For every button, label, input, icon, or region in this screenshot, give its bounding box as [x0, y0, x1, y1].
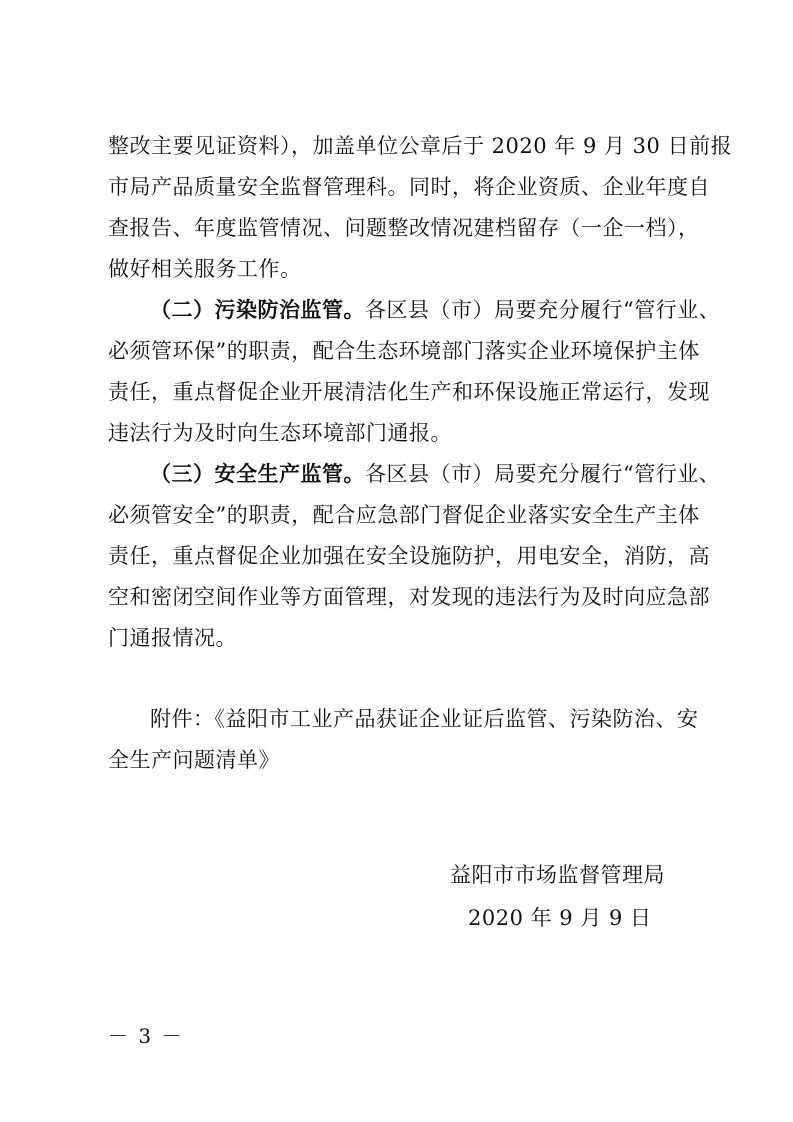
paragraph3-line: 空和密闭空间作业等方面管理，对发现的违法行为及时向应急部 — [108, 585, 710, 609]
paragraph3-line: 必须管安全”的职责，配合应急部门督促企业落实安全生产主体 — [108, 503, 700, 527]
paragraph2-line: 必须管环保”的职责，配合生态环境部门落实企业环境保护主体 — [108, 339, 700, 363]
signature-date: 2020 年 9 月 9 日 — [468, 906, 652, 930]
paragraph2-first-line — [150, 295, 721, 325]
paragraph1-line: 整改主要见证资料），加盖单位公章后于 2020 年 9 月 30 日前报 — [108, 134, 733, 158]
page-number: － 3 － — [108, 1024, 184, 1048]
signature-organization: 益阳市市场监督管理局 — [450, 863, 665, 887]
paragraph1-line: 做好相关服务工作。 — [108, 257, 302, 281]
paragraph2-heading: （二）污染防治监管。 — [150, 297, 365, 322]
attachment-line: 全生产问题清单》 — [108, 748, 280, 772]
paragraph3-heading: （三）安全生产监管。 — [150, 461, 365, 486]
paragraph2-line: 责任，重点督促企业开展清洁化生产和环保设施正常运行，发现 — [108, 380, 710, 404]
paragraph1-line: 市局产品质量安全监督管理科。同时，将企业资质、企业年度自 — [108, 175, 710, 199]
paragraph2-first-line-text: 各区县（市）局要充分履行“管行业、 — [365, 298, 721, 322]
paragraph2-line: 违法行为及时向生态环境部门通报。 — [108, 421, 452, 445]
paragraph3-line: 责任，重点督促企业加强在安全设施防护，用电安全，消防，高 — [108, 544, 710, 568]
paragraph3-first-line-text: 各区县（市）局要充分履行“管行业、 — [365, 462, 721, 486]
paragraph3-line: 门通报情况。 — [108, 626, 237, 650]
attachment-line: 附件：《益阳市工业产品获证企业证后监管、污染防治、安 — [150, 707, 699, 731]
paragraph3-first-line — [150, 459, 721, 489]
paragraph1-line: 查报告、年度监管情况、问题整改情况建档留存（一企一档）， — [108, 216, 700, 240]
